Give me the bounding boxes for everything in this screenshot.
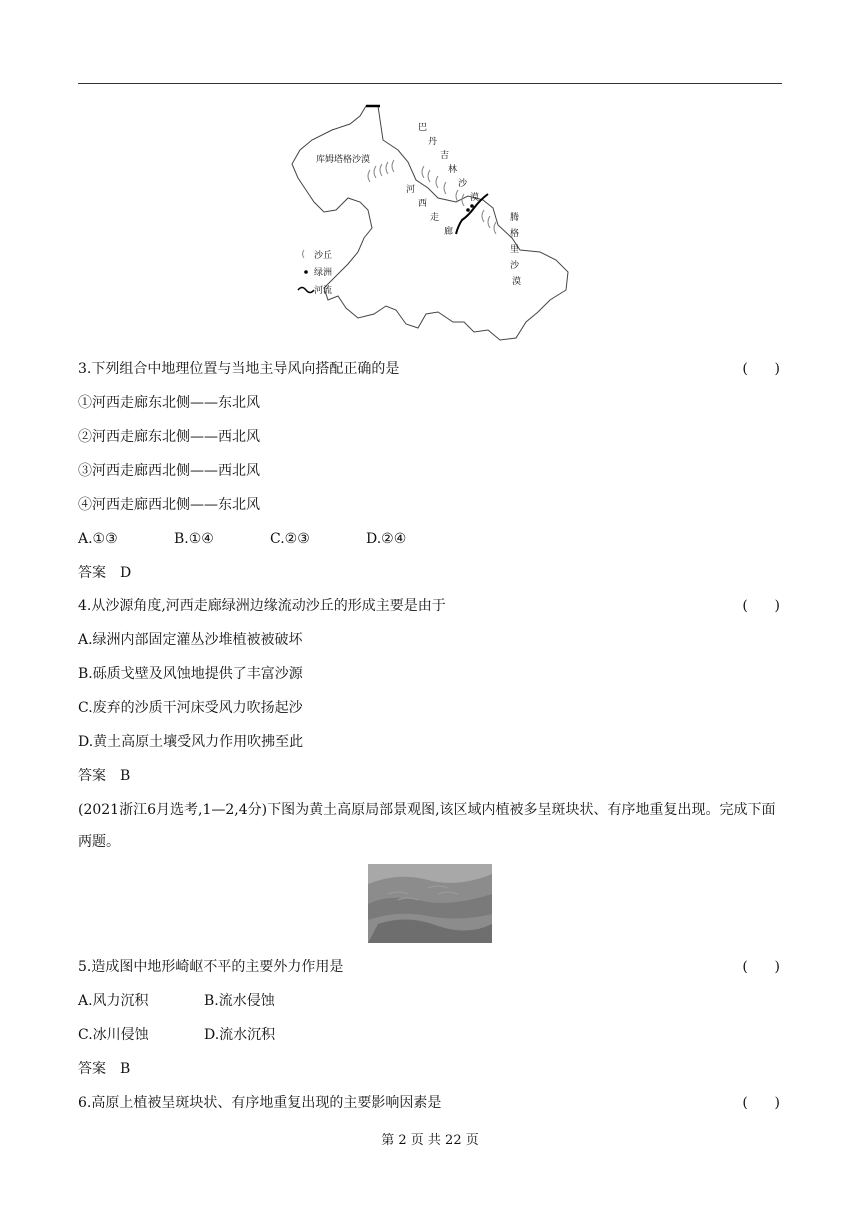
q4-option-c[interactable]: C.废弃的沙质干河床受风力吹扬起沙	[78, 700, 303, 716]
map-labels	[316, 122, 521, 287]
q6-stem: 6.高原上植被呈斑块状、有序地重复出现的主要影响因素是	[78, 1095, 442, 1111]
q3-item-1: ①河西走廊东北侧——东北风	[78, 395, 260, 411]
svg-text:漠: 漠	[470, 193, 480, 203]
q3-stem: 3.下列组合中地理位置与当地主导风向搭配正确的是	[78, 361, 400, 377]
q3-options	[78, 529, 406, 549]
legend-oasis: 绿洲	[314, 268, 333, 278]
legend-river: 河流	[314, 286, 333, 296]
svg-text:腾: 腾	[510, 213, 520, 223]
q5-options-row-2	[78, 1025, 275, 1045]
svg-text:漠: 漠	[512, 277, 522, 287]
q5-paren: ( )	[742, 959, 780, 975]
q6-paren: ( )	[742, 1095, 780, 1111]
q3-option-c[interactable]: C.②③	[270, 531, 310, 547]
svg-text:林: 林	[448, 165, 458, 175]
header-rule	[78, 83, 782, 84]
loess-plateau-photo	[368, 864, 492, 943]
q5-option-b[interactable]: B.流水侵蚀	[204, 993, 275, 1009]
q4-paren: ( )	[742, 598, 780, 614]
q3-item-3: ③河西走廊西北侧——西北风	[78, 463, 260, 479]
legend-dune: 沙丘	[314, 251, 333, 261]
q3-option-d[interactable]: D.②④	[366, 531, 407, 547]
svg-text:里: 里	[510, 245, 520, 255]
q3-answer: 答案 D	[78, 565, 132, 581]
kumtag-label: 库姆塔格沙漠	[316, 155, 371, 165]
page-footer: 第 2 页 共 22 页	[381, 1133, 479, 1148]
q3-option-a[interactable]: A.①③	[78, 531, 118, 547]
svg-text:沙: 沙	[510, 261, 520, 271]
legend-dune-icon	[303, 250, 305, 258]
q4-answer: 答案 B	[78, 768, 131, 784]
legend-oasis-icon	[304, 270, 308, 274]
legend-river-icon	[298, 288, 314, 293]
oasis-dot	[470, 204, 474, 208]
gansu-map	[288, 100, 574, 350]
svg-text:河: 河	[406, 185, 416, 195]
svg-text:走: 走	[430, 213, 440, 223]
q4-stem: 4.从沙源角度,河西走廊绿洲边缘流动沙丘的形成主要是由于	[78, 598, 446, 614]
svg-text:沙: 沙	[458, 179, 468, 189]
q4-option-d[interactable]: D.黄土高原土壤受风力作用吹拂至此	[78, 734, 304, 750]
q5-answer: 答案 B	[78, 1061, 131, 1077]
svg-text:西: 西	[418, 199, 428, 209]
intro-text: (2021浙江6月选考,1—2,4分)下图为黄土高原局部景观图,该区域内植被多呈斑块状、有序地重复出现。完成下面两题。	[78, 802, 776, 850]
q3-item-4: ④河西走廊西北侧——东北风	[78, 497, 260, 513]
svg-text:吉: 吉	[440, 151, 450, 161]
q5-stem: 5.造成图中地形崎岖不平的主要外力作用是	[78, 959, 344, 975]
map-legend	[298, 249, 332, 296]
svg-text:巴: 巴	[418, 123, 428, 133]
q5-options-row-1	[78, 991, 275, 1011]
q4-option-a[interactable]: A.绿洲内部固定灌丛沙堆植被被破坏	[78, 632, 303, 648]
q5-option-d[interactable]: D.流水沉积	[204, 1027, 276, 1043]
oasis-dot	[466, 208, 470, 212]
q3-option-b[interactable]: B.①④	[174, 531, 214, 547]
q3-item-2: ②河西走廊东北侧——西北风	[78, 429, 260, 445]
svg-text:格: 格	[510, 229, 520, 239]
svg-text:丹: 丹	[428, 137, 438, 147]
svg-text:廊: 廊	[444, 227, 454, 237]
q4-option-b[interactable]: B.砾质戈壁及风蚀地提供了丰富沙源	[78, 666, 303, 682]
q3-paren: ( )	[742, 361, 780, 377]
q5-option-a[interactable]: A.风力沉积	[78, 993, 149, 1009]
q5-option-c[interactable]: C.冰川侵蚀	[78, 1027, 149, 1043]
